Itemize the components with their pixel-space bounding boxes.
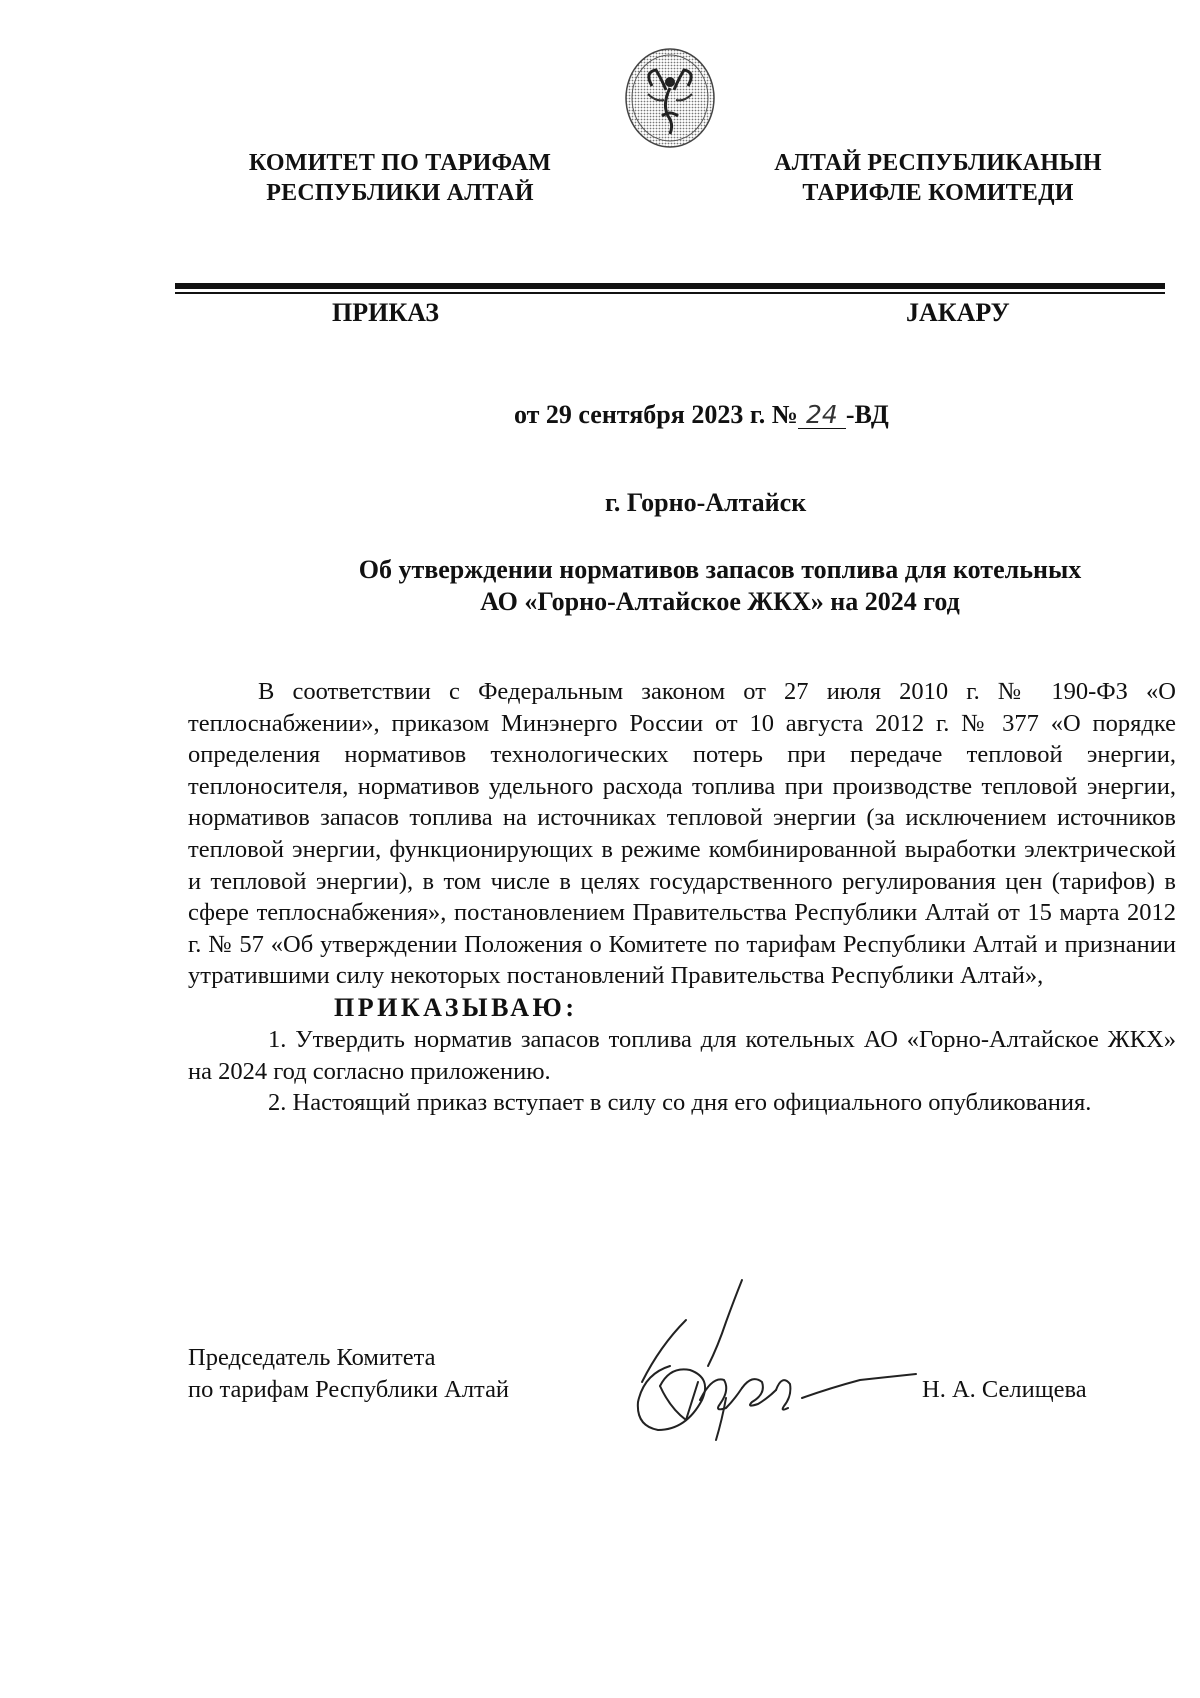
org-name-russian xyxy=(200,148,600,208)
document-title xyxy=(280,554,1160,618)
signer-position-line: Председатель Комитета xyxy=(188,1344,436,1371)
org-name-line: РЕСПУБЛИКИ АЛТАЙ xyxy=(266,180,534,206)
clause-1: 1. Утвердить норматив запасов топлива для котельных АО «Горно-Алтайское ЖКХ» на 2024 год согласно приложению. xyxy=(188,1025,1176,1085)
org-name-line: ТАРИФЛЕ КОМИТЕДИ xyxy=(802,180,1074,206)
coat-of-arms-emblem-icon xyxy=(622,46,718,150)
preamble-paragraph: В соответствии с Федеральным законом от 27 июля 2010 г. № 190-ФЗ «О теплоснабжении», приказом Минэнерго России от 10 августа 2012 г. № 377 «О порядке определения нормативов технологических потерь при передаче тепловой энергии, теплоносителя, нормативов удельного расхода топлива при производстве тепловой энергии, нормативов запасов топлива на источниках тепловой энергии (за исключением источников тепловой энергии, функционирующих в режиме комбинированной выработки электрической и тепловой энергии), в том числе в целях государственного регулирования цен (тарифов) в сфере теплоснабжения», постановлением Правительства Республики Алтай от 15 марта 2012 г. № 57 «Об утверждении Положения о Комитете по тарифам Республики Алтай и признании утратившими силу некоторых постановлений Правительства Республики Алтай», xyxy=(188,678,1176,990)
handwritten-signature xyxy=(630,1270,950,1450)
decree-word: ПРИКАЗЫВАЮ: xyxy=(334,992,578,1022)
doc-type-russian: ПРИКАЗ xyxy=(332,298,440,327)
header-divider-thick xyxy=(175,283,1165,289)
signer-position-line: по тарифам Республики Алтай xyxy=(188,1376,510,1403)
signer-name: Н. А. Селищева xyxy=(922,1376,1087,1403)
org-name-altai xyxy=(738,148,1138,208)
number-suffix: -ВД xyxy=(845,400,889,429)
document-body xyxy=(188,676,1176,1119)
org-name-line: АЛТАЙ РЕСПУБЛИКАНЫН xyxy=(774,150,1102,176)
org-name-line: КОМИТЕТ ПО ТАРИФАМ xyxy=(248,150,552,176)
title-line: АО «Горно-Алтайское ЖКХ» на 2024 год xyxy=(480,587,960,616)
handwritten-document-number: 24 xyxy=(798,402,846,429)
doc-type-altai: JАКАРУ xyxy=(906,298,1010,327)
signer-position xyxy=(188,1342,509,1406)
header-divider-thin xyxy=(175,292,1165,294)
title-line: Об утверждении нормативов запасов топлива для котельных xyxy=(358,555,1082,584)
clause-2: 2. Настоящий приказ вступает в силу со дня его официального опубликования. xyxy=(268,1089,1092,1117)
city-line: г. Горно-Алтайск xyxy=(605,488,807,517)
date-prefix: от 29 сентября 2023 г. № xyxy=(514,400,798,429)
date-and-number xyxy=(514,398,889,432)
